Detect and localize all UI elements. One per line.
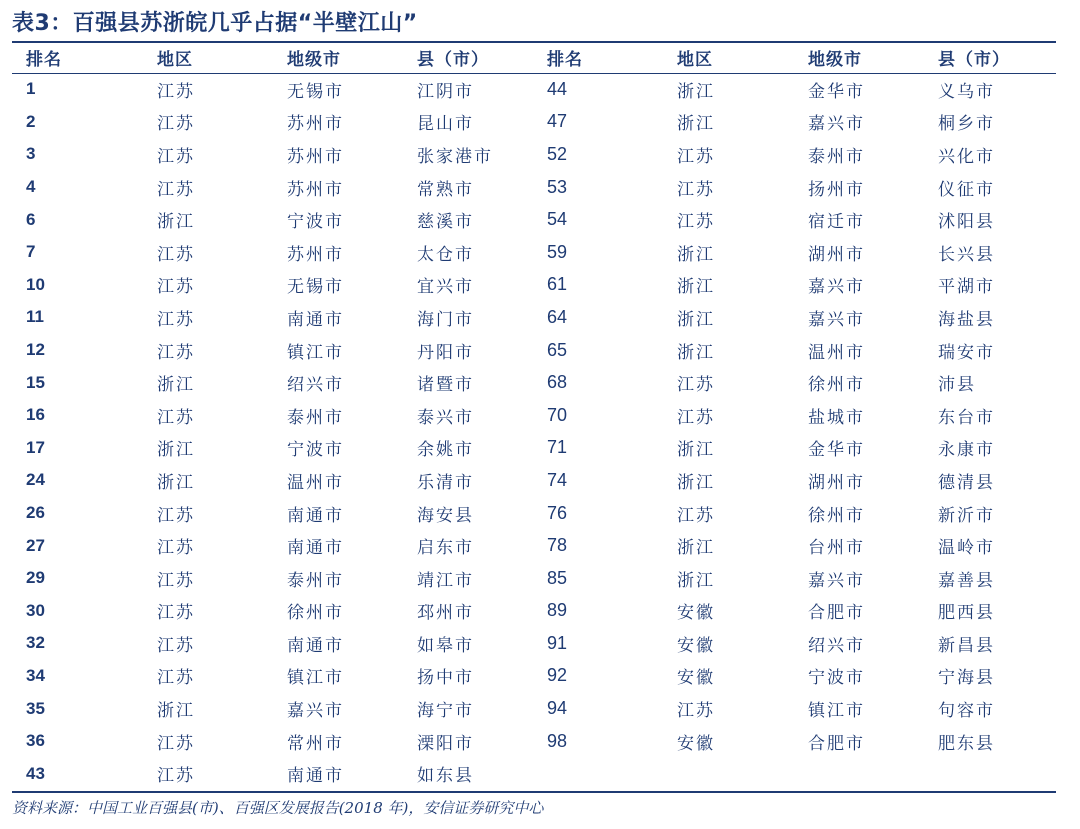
cell-prefecture-city-left: 苏州市 <box>287 114 344 135</box>
table-row <box>0 725 1080 758</box>
cell-prefecture-city-left: 无锡市 <box>287 277 344 298</box>
cell-prefecture-city-left: 南通市 <box>287 309 344 330</box>
cell-rank-right: 89 <box>547 600 568 621</box>
cell-region-left: 江苏 <box>157 538 195 559</box>
cell-region-left: 江苏 <box>157 114 195 135</box>
cell-prefecture-city-left: 绍兴市 <box>287 375 344 396</box>
table-row <box>0 301 1080 334</box>
cell-rank-left: 4 <box>26 177 36 197</box>
cell-region-right: 浙江 <box>677 309 715 330</box>
table-row <box>0 432 1080 465</box>
cell-county-left: 江阴市 <box>417 81 474 102</box>
cell-prefecture-city-left: 宁波市 <box>287 440 344 461</box>
cell-prefecture-city-right: 嘉兴市 <box>808 309 865 330</box>
table-row <box>0 627 1080 660</box>
cell-prefecture-city-left: 无锡市 <box>287 81 344 102</box>
cell-rank-left: 17 <box>26 437 45 457</box>
table-row <box>0 73 1080 106</box>
header-rank-right: 排名 <box>547 50 583 70</box>
cell-region-left: 江苏 <box>157 342 195 363</box>
source-note: 资料来源：中国工业百强县(市)、百强区发展报告(2018 年)，安信证券研究中心 <box>12 799 544 817</box>
cell-prefecture-city-left: 镇江市 <box>287 668 344 689</box>
table-row <box>0 692 1080 725</box>
cell-rank-right: 52 <box>547 143 568 164</box>
cell-county-right: 兴化市 <box>938 146 995 167</box>
cell-rank-left: 12 <box>26 340 45 360</box>
table-row <box>0 334 1080 367</box>
table-row <box>0 138 1080 171</box>
cell-prefecture-city-right: 嘉兴市 <box>808 114 865 135</box>
cell-region-left: 江苏 <box>157 146 195 167</box>
cell-county-left: 常熟市 <box>417 179 474 200</box>
cell-region-left: 浙江 <box>157 212 195 233</box>
cell-region-right: 江苏 <box>677 701 715 722</box>
table-row <box>0 660 1080 693</box>
cell-region-left: 浙江 <box>157 375 195 396</box>
cell-county-left: 丹阳市 <box>417 342 474 363</box>
cell-county-left: 乐清市 <box>417 472 474 493</box>
cell-rank-right: 53 <box>547 176 568 197</box>
cell-rank-right: 47 <box>547 111 568 132</box>
cell-county-right: 句容市 <box>938 701 995 722</box>
cell-county-right: 新昌县 <box>938 635 995 656</box>
cell-county-left: 扬中市 <box>417 668 474 689</box>
cell-prefecture-city-left: 南通市 <box>287 505 344 526</box>
cell-rank-right: 76 <box>547 502 568 523</box>
cell-prefecture-city-left: 宁波市 <box>287 212 344 233</box>
cell-county-right: 永康市 <box>938 440 995 461</box>
cell-region-left: 浙江 <box>157 440 195 461</box>
cell-prefecture-city-left: 嘉兴市 <box>287 701 344 722</box>
cell-county-right: 义乌市 <box>938 81 995 102</box>
cell-county-left: 张家港市 <box>417 146 493 167</box>
cell-county-right: 东台市 <box>938 407 995 428</box>
table-title: 表3：百强县苏浙皖几乎占据“半壁江山” <box>12 11 418 36</box>
cell-county-left: 如皋市 <box>417 635 474 656</box>
cell-county-left: 泰兴市 <box>417 407 474 428</box>
cell-rank-left: 10 <box>26 274 45 294</box>
cell-prefecture-city-left: 苏州市 <box>287 244 344 265</box>
cell-region-right: 浙江 <box>677 570 715 591</box>
table-row <box>0 236 1080 269</box>
table-row <box>0 562 1080 595</box>
cell-rank-right: 74 <box>547 469 568 490</box>
cell-county-right: 嘉善县 <box>938 570 995 591</box>
cell-region-right: 安徽 <box>677 603 715 624</box>
cell-county-right: 仪征市 <box>938 179 995 200</box>
table-row <box>0 269 1080 302</box>
cell-county-left: 昆山市 <box>417 114 474 135</box>
cell-county-right: 沭阳县 <box>938 212 995 233</box>
table-row <box>0 497 1080 530</box>
cell-prefecture-city-right: 金华市 <box>808 81 865 102</box>
cell-rank-right: 94 <box>547 698 568 719</box>
cell-region-left: 江苏 <box>157 309 195 330</box>
table-row <box>0 757 1080 790</box>
cell-county-left: 海安县 <box>417 505 474 526</box>
cell-county-right: 宁海县 <box>938 668 995 689</box>
cell-rank-left: 16 <box>26 405 45 425</box>
cell-region-left: 江苏 <box>157 179 195 200</box>
table-row <box>0 595 1080 628</box>
cell-prefecture-city-right: 温州市 <box>808 342 865 363</box>
cell-prefecture-city-right: 合肥市 <box>808 733 865 754</box>
cell-rank-left: 7 <box>26 242 36 262</box>
cell-county-right: 瑞安市 <box>938 342 995 363</box>
table-row <box>0 366 1080 399</box>
cell-prefecture-city-right: 盐城市 <box>808 407 865 428</box>
cell-prefecture-city-left: 南通市 <box>287 766 344 787</box>
cell-county-left: 邳州市 <box>417 603 474 624</box>
cell-region-left: 江苏 <box>157 407 195 428</box>
cell-county-left: 太仓市 <box>417 244 474 265</box>
cell-prefecture-city-right: 镇江市 <box>808 701 865 722</box>
cell-region-left: 江苏 <box>157 81 195 102</box>
cell-county-right: 德清县 <box>938 472 995 493</box>
cell-region-right: 浙江 <box>677 440 715 461</box>
cell-region-left: 浙江 <box>157 472 195 493</box>
header-prefecture-city-right: 地级市 <box>808 50 862 70</box>
cell-rank-right: 64 <box>547 306 568 327</box>
cell-prefecture-city-left: 徐州市 <box>287 603 344 624</box>
table-row <box>0 399 1080 432</box>
cell-region-left: 江苏 <box>157 635 195 656</box>
cell-rank-left: 3 <box>26 144 36 164</box>
cell-prefecture-city-right: 嘉兴市 <box>808 277 865 298</box>
cell-region-left: 江苏 <box>157 766 195 787</box>
cell-county-left: 溧阳市 <box>417 733 474 754</box>
cell-county-right: 桐乡市 <box>938 114 995 135</box>
cell-region-right: 江苏 <box>677 146 715 167</box>
cell-region-right: 江苏 <box>677 505 715 526</box>
header-region-right: 地区 <box>677 50 713 70</box>
table-row <box>0 106 1080 139</box>
cell-rank-left: 32 <box>26 633 45 653</box>
cell-region-right: 江苏 <box>677 407 715 428</box>
cell-prefecture-city-right: 合肥市 <box>808 603 865 624</box>
cell-prefecture-city-right: 泰州市 <box>808 146 865 167</box>
cell-prefecture-city-right: 宁波市 <box>808 668 865 689</box>
cell-region-left: 江苏 <box>157 668 195 689</box>
table-body <box>0 73 1080 790</box>
cell-prefecture-city-right: 徐州市 <box>808 505 865 526</box>
cell-county-left: 慈溪市 <box>417 212 474 233</box>
cell-county-left: 海宁市 <box>417 701 474 722</box>
cell-prefecture-city-right: 绍兴市 <box>808 635 865 656</box>
cell-rank-left: 27 <box>26 535 45 555</box>
cell-county-left: 启东市 <box>417 538 474 559</box>
cell-region-left: 江苏 <box>157 570 195 591</box>
cell-rank-right: 85 <box>547 567 568 588</box>
cell-region-right: 安徽 <box>677 668 715 689</box>
cell-county-right: 温岭市 <box>938 538 995 559</box>
cell-region-right: 浙江 <box>677 244 715 265</box>
cell-rank-left: 15 <box>26 372 45 392</box>
cell-rank-right: 70 <box>547 404 568 425</box>
cell-county-right: 沛县 <box>938 375 976 396</box>
cell-prefecture-city-right: 湖州市 <box>808 244 865 265</box>
cell-county-left: 海门市 <box>417 309 474 330</box>
cell-prefecture-city-right: 嘉兴市 <box>808 570 865 591</box>
cell-rank-left: 35 <box>26 698 45 718</box>
cell-rank-right: 59 <box>547 241 568 262</box>
header-county-left: 县（市） <box>417 50 489 70</box>
cell-rank-right: 44 <box>547 78 568 99</box>
cell-rank-left: 6 <box>26 209 36 229</box>
cell-prefecture-city-left: 苏州市 <box>287 179 344 200</box>
cell-region-right: 浙江 <box>677 472 715 493</box>
table-row <box>0 203 1080 236</box>
cell-region-right: 浙江 <box>677 114 715 135</box>
cell-prefecture-city-left: 温州市 <box>287 472 344 493</box>
cell-rank-left: 43 <box>26 763 45 783</box>
bottom-rule <box>12 791 1056 793</box>
cell-county-left: 宜兴市 <box>417 277 474 298</box>
cell-region-left: 江苏 <box>157 733 195 754</box>
cell-region-left: 江苏 <box>157 505 195 526</box>
cell-rank-right: 61 <box>547 274 568 295</box>
cell-region-right: 安徽 <box>677 635 715 656</box>
cell-region-right: 浙江 <box>677 277 715 298</box>
cell-rank-right: 54 <box>547 209 568 230</box>
cell-prefecture-city-right: 台州市 <box>808 538 865 559</box>
cell-region-left: 浙江 <box>157 701 195 722</box>
cell-prefecture-city-left: 南通市 <box>287 635 344 656</box>
cell-region-left: 江苏 <box>157 244 195 265</box>
cell-county-left: 余姚市 <box>417 440 474 461</box>
cell-rank-left: 36 <box>26 731 45 751</box>
cell-rank-left: 29 <box>26 568 45 588</box>
cell-region-left: 江苏 <box>157 277 195 298</box>
cell-prefecture-city-right: 宿迁市 <box>808 212 865 233</box>
cell-rank-left: 1 <box>26 79 36 99</box>
cell-region-right: 江苏 <box>677 212 715 233</box>
header-rule <box>12 73 1056 74</box>
cell-prefecture-city-left: 苏州市 <box>287 146 344 167</box>
cell-rank-left: 24 <box>26 470 45 490</box>
cell-county-right: 肥东县 <box>938 733 995 754</box>
cell-rank-left: 30 <box>26 600 45 620</box>
cell-county-right: 长兴县 <box>938 244 995 265</box>
cell-rank-right: 91 <box>547 632 568 653</box>
cell-prefecture-city-right: 湖州市 <box>808 472 865 493</box>
cell-prefecture-city-right: 金华市 <box>808 440 865 461</box>
cell-prefecture-city-right: 扬州市 <box>808 179 865 200</box>
cell-rank-right: 65 <box>547 339 568 360</box>
cell-rank-left: 2 <box>26 111 36 131</box>
cell-rank-right: 68 <box>547 372 568 393</box>
header-county-right: 县（市） <box>938 50 1010 70</box>
cell-prefecture-city-left: 常州市 <box>287 733 344 754</box>
table-header-row <box>0 42 1080 73</box>
cell-region-right: 江苏 <box>677 375 715 396</box>
cell-county-left: 靖江市 <box>417 570 474 591</box>
table-row <box>0 529 1080 562</box>
cell-rank-right: 78 <box>547 535 568 556</box>
header-region-left: 地区 <box>157 50 193 70</box>
table-row <box>0 171 1080 204</box>
header-rank-left: 排名 <box>26 50 62 70</box>
cell-rank-left: 11 <box>26 307 44 327</box>
cell-county-right: 海盐县 <box>938 309 995 330</box>
cell-region-right: 浙江 <box>677 538 715 559</box>
cell-region-right: 江苏 <box>677 179 715 200</box>
cell-region-right: 安徽 <box>677 733 715 754</box>
cell-region-right: 浙江 <box>677 342 715 363</box>
cell-county-left: 诸暨市 <box>417 375 474 396</box>
header-prefecture-city-left: 地级市 <box>287 50 341 70</box>
cell-prefecture-city-left: 南通市 <box>287 538 344 559</box>
cell-prefecture-city-left: 镇江市 <box>287 342 344 363</box>
cell-region-right: 浙江 <box>677 81 715 102</box>
cell-county-right: 肥西县 <box>938 603 995 624</box>
county-ranking-table <box>0 42 1080 790</box>
cell-rank-right: 71 <box>547 437 568 458</box>
cell-prefecture-city-left: 泰州市 <box>287 407 344 428</box>
cell-county-right: 新沂市 <box>938 505 995 526</box>
cell-rank-right: 92 <box>547 665 568 686</box>
cell-prefecture-city-right: 徐州市 <box>808 375 865 396</box>
table-row <box>0 464 1080 497</box>
cell-county-left: 如东县 <box>417 766 474 787</box>
cell-region-left: 江苏 <box>157 603 195 624</box>
cell-county-right: 平湖市 <box>938 277 995 298</box>
cell-prefecture-city-left: 泰州市 <box>287 570 344 591</box>
cell-rank-left: 26 <box>26 503 45 523</box>
cell-rank-left: 34 <box>26 665 45 685</box>
cell-rank-right: 98 <box>547 730 568 751</box>
